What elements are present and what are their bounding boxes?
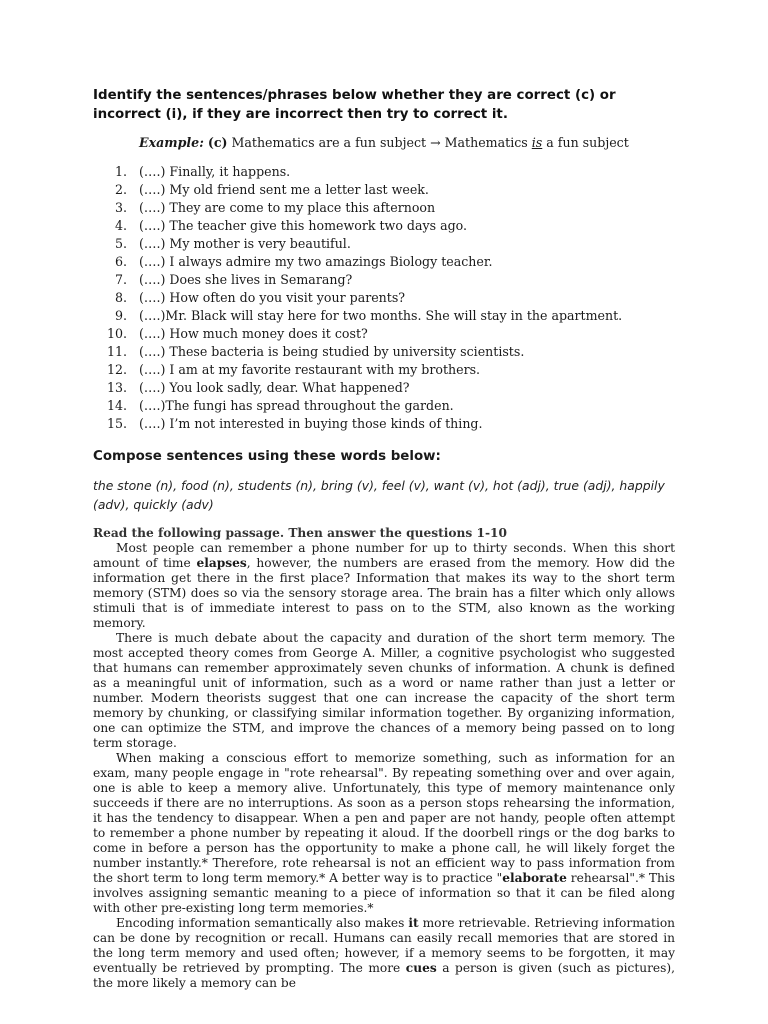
passage-paragraph: Most people can remember a phone number for up to thirty seconds. When this short amount of time elapses, however, the numbers are erased from the memory. How did the information get there in the first place? Information that makes its way to the short term memory (STM) does so via the sensory storage area. The brain has a filter which only allows stimuli that is of immediate interest to pass on to the STM, also known as the working memory. <box>93 541 675 630</box>
list-item: 2. (….) My old friend sent me a letter last week. <box>114 182 429 197</box>
reading-passage <box>93 541 675 991</box>
example-right-verb: is <box>531 135 543 150</box>
list-item: 12. (….) I am at my favorite restaurant with my brothers. <box>106 362 481 377</box>
list-item: 14. (….)The fungi has spread throughout the garden. <box>106 398 454 413</box>
list-item: 11. (….) These bacteria is being studied by university scientists. <box>106 344 525 359</box>
example-label: Example: <box>139 135 204 150</box>
compose-word-list: the stone (n), food (n), students (n), bring (v), feel (v), want (v), hot (adj), true (adj), happily (adv), quickly (adv) <box>93 478 665 512</box>
exercise-list <box>93 163 653 433</box>
reading-heading: Read the following passage. Then answer the questions 1-10 <box>93 526 507 540</box>
list-item: 1. (….) Finally, it happens. <box>114 164 291 179</box>
list-item: 5. (….) My mother is very beautiful. <box>114 236 351 251</box>
list-item: 3. (….) They are come to my place this afternoon <box>114 200 436 215</box>
list-item: 4. (….) The teacher give this homework two days ago. <box>114 218 467 233</box>
list-item: 13. (….) You look sadly, dear. What happened? <box>106 380 410 395</box>
passage-paragraph: When making a conscious effort to memorize something, such as information for an exam, many people engage in "rote rehearsal". By repeating something over and over again, one is able to keep a memory alive. Unfortunately, this type of memory maintenance only succeeds if there are no interruptions. As soon as a person stops rehearsing the information, it has the tendency to disappear. When a pen and paper are not handy, people often attempt to remember a phone number by repeating it aloud. If the doorbell rings or the dog barks to come in before a person has the opportunity to make a phone call, he will likely forget the number instantly.* Therefore, rote rehearsal is not an efficient way to pass information from the short term to long term memory.* A better way is to practice "elaborate rehearsal".* This involves assigning semantic meaning to a piece of information so that it can be filed along with other pre-existing long term memories.* <box>93 751 675 915</box>
example-marker: (c) <box>207 135 228 150</box>
instruction-text: Identify the sentences/phrases below whether they are correct (c) or incorrect (i), if they are incorrect then try to correct it. <box>93 88 616 122</box>
list-item: 10. (….) How much money does it cost? <box>106 326 368 341</box>
example-wrong: Mathematics are a fun subject <box>231 135 427 150</box>
list-item: 7. (….) Does she lives in Semarang? <box>114 272 353 287</box>
list-item: 6. (….) I always admire my two amazings Biology teacher. <box>114 254 493 269</box>
example-right-after: a fun subject <box>546 135 629 150</box>
arrow-icon: → <box>430 135 441 150</box>
example-line <box>139 134 679 152</box>
passage-paragraph: Encoding information semantically also makes it more retrievable. Retrieving information can be done by recognition or recall. Humans can easily recall memories that are stored in the long term memory and used often; however, if a memory seems to be forgotten, it may eventually be retrieved by prompting. The more cues a person is given (such as pictures), the more likely a memory can be <box>93 916 676 990</box>
passage-paragraph: There is much debate about the capacity and duration of the short term memory. The most accepted theory comes from George A. Miller, a cognitive psychologist who suggested that humans can remember approximately seven chunks of information. A chunk is defined as a meaningful unit of information, such as a word or name rather than just a letter or number. Modern theorists suggest that one can increase the capacity of the short term memory by chunking, or classifying similar information together. By organizing information, one can optimize the STM, and improve the chances of a memory being passed on to long term storage. <box>93 631 675 750</box>
example-right-before: Mathematics <box>444 135 528 150</box>
list-item: 15. (….) I’m not interested in buying those kinds of thing. <box>106 416 483 431</box>
list-item: 9. (….)Mr. Black will stay here for two months. She will stay in the apartment. <box>114 308 623 323</box>
compose-heading: Compose sentences using these words below: <box>93 449 441 464</box>
list-item: 8. (….) How often do you visit your parents? <box>114 290 406 305</box>
